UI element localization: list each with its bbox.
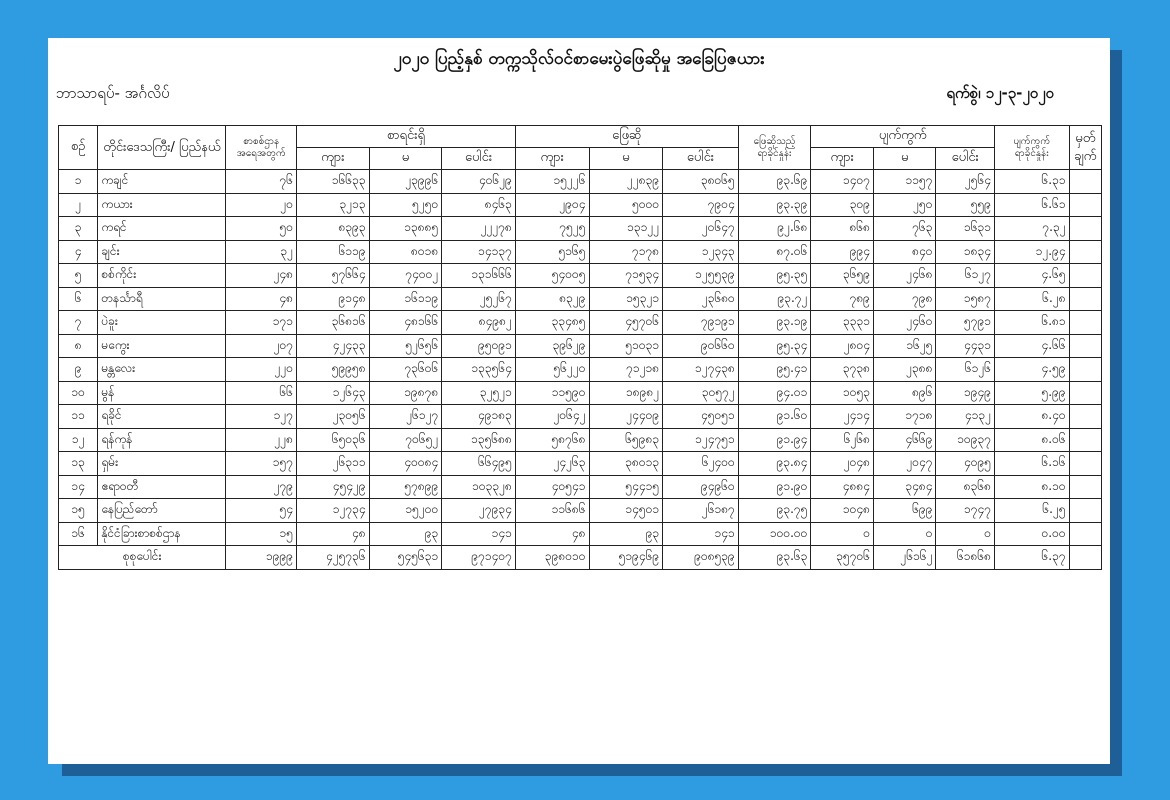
total-cell: ၅၁၉၄၆၉ [589, 546, 663, 570]
table-cell: ၂၄၆၀ [873, 311, 936, 335]
table-cell: ၄၀၉၅ [936, 452, 995, 476]
table-cell: ၅၀ [226, 217, 297, 241]
region-name: တနင်္သာရီ [98, 287, 226, 311]
table-cell: ၁၃၃၅၆၄ [442, 358, 516, 382]
table-cell [1069, 217, 1101, 241]
table-cell [1069, 193, 1101, 217]
table-cell [1069, 287, 1101, 311]
table-cell: ၅၀၀၀ [589, 193, 663, 217]
table-cell: ၂၄၈ [226, 264, 297, 288]
table-cell: ၂၆၁၂၇ [369, 405, 442, 429]
table-cell [1069, 240, 1101, 264]
date-label: ရက်စွဲ၊ ၁၂-၃-၂၀၂၀ [946, 84, 1054, 102]
table-cell: ၃၃၄၈၅ [515, 311, 589, 335]
table-cell: ၄၁၃၂ [936, 405, 995, 429]
table-cell: ၂၉၀၄ [515, 193, 589, 217]
row-number: ၆ [59, 287, 98, 311]
total-row [59, 546, 1102, 570]
table-cell: ၈.၀၆ [995, 428, 1070, 452]
table-row [59, 499, 1102, 523]
table-cell: ၇၉၁၉၁ [663, 311, 739, 335]
table-cell: ၆.၃၁ [995, 170, 1070, 194]
header-registered: စာရင်းရှိ [297, 126, 516, 148]
table-cell: ၈၃၉၃ [297, 217, 370, 241]
table-cell: ၉၃.၆၉ [738, 170, 811, 194]
table-row [59, 287, 1102, 311]
table-cell: ၄၂၄၃၃ [297, 334, 370, 358]
table-cell: ၁၇၁၈ [873, 405, 936, 429]
row-number: ၁၀ [59, 381, 98, 405]
table-cell: ၉၀၆၆၀ [663, 334, 739, 358]
subject-label: ဘာသာရပ်- အင်္ဂလိပ် [56, 84, 170, 102]
table-cell: ၃၈၀၁၃ [589, 452, 663, 476]
table-cell: ၇၉၈ [873, 287, 936, 311]
header-absent-male: ကျား [811, 148, 874, 170]
header-registered-female: မ [369, 148, 442, 170]
header-absent-female: မ [873, 148, 936, 170]
table-cell: ၅၄၄၁၅ [589, 475, 663, 499]
table-cell: ၉၄၉၆၀ [663, 475, 739, 499]
table-cell: ၂၄၂၆၃ [515, 452, 589, 476]
table-cell: ၁၀၄၈ [811, 499, 874, 523]
table-cell [1069, 334, 1101, 358]
table-cell: ၂၀၆၄၂ [515, 405, 589, 429]
table-row [59, 522, 1102, 546]
table-row [59, 170, 1102, 194]
table-cell: ၉၃.၈၄ [738, 452, 811, 476]
header-centers: စာစစ်ဌာန အရေအတွက် [226, 126, 297, 170]
table-row [59, 217, 1102, 241]
table-cell: ၁၇၁ [226, 311, 297, 335]
total-cell: ၆.၃၇ [995, 546, 1070, 570]
table-cell: ၉၂.၆၈ [738, 217, 811, 241]
table-cell: ၃၄၈၄ [873, 475, 936, 499]
row-number: ၁၁ [59, 405, 98, 429]
table-cell: ၆.၂၈ [995, 287, 1070, 311]
table-cell: ၃၂၁၃ [297, 193, 370, 217]
row-number: ၃ [59, 217, 98, 241]
table-cell: ၆၅၀၃၆ [297, 428, 370, 452]
table-cell: ၅၅၉ [936, 193, 995, 217]
table-cell: ၀ [936, 522, 995, 546]
table-cell [1069, 475, 1101, 499]
region-name: မကွေး [98, 334, 226, 358]
table-row [59, 381, 1102, 405]
total-cell: ၃၉၈၀၁၀ [515, 546, 589, 570]
header-remark: မှတ် ချက် [1069, 126, 1101, 170]
table-cell: ၁၇၄၇ [936, 499, 995, 523]
table-cell: ၅၂၅၀ [369, 193, 442, 217]
table-cell: ၆၁၁၉ [297, 240, 370, 264]
table-cell: ၄၈၁၆၆ [369, 311, 442, 335]
table-cell: ၁၉၈၇၈ [369, 381, 442, 405]
table-cell: ၉၅.၄၁ [738, 358, 811, 382]
table-cell: ၁၁၅၉၀ [515, 381, 589, 405]
table-cell: ၈.၁၀ [995, 475, 1070, 499]
table-cell: ၇၅၂၅ [515, 217, 589, 241]
table-cell [1069, 405, 1101, 429]
table-cell: ၁၂၄၇၅၁ [663, 428, 739, 452]
table-cell: ၅၆၂၂၀ [515, 358, 589, 382]
row-number: ၁၆ [59, 522, 98, 546]
table-cell: ၁၅၃၂၁ [589, 287, 663, 311]
header-absent-total: ပေါင်း [936, 148, 995, 170]
table-cell: ၈၇.၀၆ [738, 240, 811, 264]
table-cell: ၇၁၇၈ [589, 240, 663, 264]
table-cell: ၉၁၄၈ [297, 287, 370, 311]
table-cell: ၈၄၉၈၂ [442, 311, 516, 335]
table-cell: ၉၅.၃၄ [738, 334, 811, 358]
total-cell: ၄၂၅၇၃၆ [297, 546, 370, 570]
table-cell: ၅၇၈၉၉ [369, 475, 442, 499]
table-cell: ၁၆၃၁ [936, 217, 995, 241]
region-name: ဧရာဝတီ [98, 475, 226, 499]
table-cell: ၁၄၁ [442, 522, 516, 546]
table-cell: ၁၁၆၈၆ [515, 499, 589, 523]
table-cell: ၈၃၆၈ [936, 475, 995, 499]
table-cell: ၄၀၅၄၁ [515, 475, 589, 499]
region-name: မွန် [98, 381, 226, 405]
table-cell [1069, 452, 1101, 476]
table-cell: ၂၇၉ [226, 475, 297, 499]
table-cell: ၇၄၀၀၂ [369, 264, 442, 288]
region-name: ကချင် [98, 170, 226, 194]
table-row [59, 311, 1102, 335]
table-cell: ၂၂၈၃၉ [589, 170, 663, 194]
table-cell: ၉၃.၃၉ [738, 193, 811, 217]
table-cell: ၁၂.၉၄ [995, 240, 1070, 264]
table-cell: ၄၅၇၀၆ [589, 311, 663, 335]
table-cell: ၅၈၇၆၈ [515, 428, 589, 452]
table-cell: ၅၄၀၀၅ [515, 264, 589, 288]
table-cell: ၁၀၅၃ [811, 381, 874, 405]
table-cell: ၂၃၆၈၀ [663, 287, 739, 311]
row-number: ၁ [59, 170, 98, 194]
table-cell: ၅၇၉၁ [936, 311, 995, 335]
table-cell: ၁၆၆၃၃ [297, 170, 370, 194]
total-cell: ၅၄၅၆၃၁ [369, 546, 442, 570]
row-number: ၇ [59, 311, 98, 335]
table-cell: ၉၉၄ [811, 240, 874, 264]
table-cell: ၆.၁၆ [995, 452, 1070, 476]
table-cell: ၄.၅၉ [995, 358, 1070, 382]
total-cell: ၂၆၁၆၂ [873, 546, 936, 570]
table-cell: ၄၆၆၉ [873, 428, 936, 452]
total-cell: ၉၀၈၅၃၉ [663, 546, 739, 570]
table-cell: ၄၀၆၂၉ [442, 170, 516, 194]
table-row [59, 193, 1102, 217]
table-row [59, 358, 1102, 382]
row-number: ၁၄ [59, 475, 98, 499]
table-cell: ၂၄၆၈ [873, 264, 936, 288]
table-cell: ၂၀၄၈ [811, 452, 874, 476]
table-cell: ၈.၄၀ [995, 405, 1070, 429]
total-cell: ၁၉၉၉ [226, 546, 297, 570]
table-cell: ၇၃၆၀၆ [369, 358, 442, 382]
table-cell [1069, 311, 1101, 335]
region-name: ရန်ကုန် [98, 428, 226, 452]
table-cell: ၂၀၇ [226, 334, 297, 358]
row-number: ၉ [59, 358, 98, 382]
total-cell: ၉၇၁၄၀၇ [442, 546, 516, 570]
table-cell: ၄၀၀၈၄ [369, 452, 442, 476]
table-cell: ၁၅ [226, 522, 297, 546]
region-name: ကရင် [98, 217, 226, 241]
table-cell: ၁၃၁၂၂ [589, 217, 663, 241]
table-cell: ၁၃၅၆၈၈ [442, 428, 516, 452]
total-cell: ၃၅၇၀၆ [811, 546, 874, 570]
table-cell: ၀ [811, 522, 874, 546]
total-remark [1069, 546, 1101, 570]
table-cell: ၆.၈၁ [995, 311, 1070, 335]
table-cell: ၈၄၆၃ [442, 193, 516, 217]
table-cell: ၉၃ [589, 522, 663, 546]
header-absent-percent: ပျက်ကွက် ရာခိုင်နှုန်း [995, 126, 1070, 170]
table-cell [1069, 522, 1101, 546]
table-cell: ၂၃၀၅၆ [297, 405, 370, 429]
table-cell: ၄၄၃၁ [936, 334, 995, 358]
table-cell: ၁၅၈၇ [936, 287, 995, 311]
header-absent: ပျက်ကွက် [811, 126, 995, 148]
header-sat: ဖြေဆို [515, 126, 738, 148]
row-number: ၂ [59, 193, 98, 217]
table-cell: ၄၉၁၈၃ [442, 405, 516, 429]
table-cell: ၁၅၂၂၆ [515, 170, 589, 194]
table-cell: ၆.၆၁ [995, 193, 1070, 217]
table-cell: ၄၈ [226, 287, 297, 311]
document-page [48, 38, 1110, 764]
region-name: ပဲခူး [98, 311, 226, 335]
table-row [59, 264, 1102, 288]
table-cell: ၄.၆၆ [995, 334, 1070, 358]
table-cell: ၈၃၂၉ [515, 287, 589, 311]
table-cell: ၃၆၈၁၆ [297, 311, 370, 335]
table-cell: ၄၅၄၂၉ [297, 475, 370, 499]
table-cell: ၅၁၀၃၁ [589, 334, 663, 358]
row-number: ၁၂ [59, 428, 98, 452]
table-cell: ၅၇၆၆၄ [297, 264, 370, 288]
table-cell: ၁၂၃၄၃ [663, 240, 739, 264]
table-cell: ၃၉၆၂၉ [515, 334, 589, 358]
table-cell: ၄၈ [297, 522, 370, 546]
table-cell: ၁၅၇ [226, 452, 297, 476]
table-cell: ၁၂၇၃၄ [297, 499, 370, 523]
table-cell: ၃၀၉ [811, 193, 874, 217]
table-cell: ၇၁၅၃၄ [589, 264, 663, 288]
table-cell: ၃၂၅၂၁ [442, 381, 516, 405]
table-row [59, 334, 1102, 358]
region-name: စစ်ကိုင်း [98, 264, 226, 288]
table-cell: ၁၂၇ [226, 405, 297, 429]
table-cell: ၉၃.၇၂ [738, 287, 811, 311]
table-cell: ၁၄၁ [663, 522, 739, 546]
table-cell: ၃၂ [226, 240, 297, 264]
header-region: တိုင်းဒေသကြီး/ ပြည်နယ် [98, 126, 226, 170]
table-cell: ၁၈၃၄ [936, 240, 995, 264]
table-cell: ၅၉၉၅၈ [297, 358, 370, 382]
table-cell: ၄၅၀၅၁ [663, 405, 739, 429]
row-number: ၈ [59, 334, 98, 358]
table-cell: ၁၉၄၉ [936, 381, 995, 405]
table-cell: ၂၆၁၈၇ [663, 499, 739, 523]
table-cell: ၉၁.၆၀ [738, 405, 811, 429]
table-cell [1069, 428, 1101, 452]
total-label: စုစုပေါင်း [59, 546, 226, 570]
table-cell: ၂၅၆၄ [936, 170, 995, 194]
table-cell: ၇၉၀၄ [663, 193, 739, 217]
table-cell: ၁၂၅၅၃၉ [663, 264, 739, 288]
table-cell: ၁၆၂၅ [873, 334, 936, 358]
table-cell: ၈၀၁၈ [369, 240, 442, 264]
table-cell: ၅၂၆၅၆ [369, 334, 442, 358]
table-cell: ၆၂၄၀၀ [663, 452, 739, 476]
row-number: ၁၃ [59, 452, 98, 476]
table-cell: ၃၀၅၇၂ [663, 381, 739, 405]
table-cell: ၁၂၆၄၃ [297, 381, 370, 405]
table-row [59, 240, 1102, 264]
row-number: ၅ [59, 264, 98, 288]
header-sat-total: ပေါင်း [663, 148, 739, 170]
exam-statistics-table [58, 125, 1102, 570]
region-name: ရခိုင် [98, 405, 226, 429]
table-cell: ၁၃၁၆၆၆ [442, 264, 516, 288]
table-cell: ၆၆၄၉၅ [442, 452, 516, 476]
table-cell: ၁၄၁၃၇ [442, 240, 516, 264]
document-title: ၂၀၂၀ ပြည့်နှစ် တက္ကသိုလ်ဝင်စာမေးပွဲဖြေဆိုမှု အခြေပြဇယား [393, 49, 765, 69]
region-name: နေပြည်တော် [98, 499, 226, 523]
header-sat-male: ကျား [515, 148, 589, 170]
table-cell: ၀.၀၀ [995, 522, 1070, 546]
table-cell: ၁၀၀.၀၀ [738, 522, 811, 546]
table-row [59, 405, 1102, 429]
header-sat-percent: ဖြေဆိုသည့် ရာခိုင်နှုန်း [738, 126, 811, 170]
table-cell: ၂၂၈ [226, 428, 297, 452]
table-cell: ၁၄၅၀၁ [589, 499, 663, 523]
table-cell: ၇၆၃ [873, 217, 936, 241]
table-cell: ၁၅၂၀၀ [369, 499, 442, 523]
table-cell: ၀ [873, 522, 936, 546]
region-name: ချင်း [98, 240, 226, 264]
table-cell: ၆၁၂၇ [936, 264, 995, 288]
table-cell: ၈၆၈ [811, 217, 874, 241]
table-row [59, 428, 1102, 452]
table-cell [1069, 170, 1101, 194]
table-cell: ၁၂၇၄၃၈ [663, 358, 739, 382]
table-cell: ၂၃၈၈ [873, 358, 936, 382]
table-cell: ၅၄ [226, 499, 297, 523]
table-row [59, 475, 1102, 499]
table-cell [1069, 264, 1101, 288]
table-cell: ၆၉၉ [873, 499, 936, 523]
table-cell: ၉၃.၁၉ [738, 311, 811, 335]
table-cell: ၉၄.၀၁ [738, 381, 811, 405]
table-cell: ၉၃ [369, 522, 442, 546]
table-cell: ၁၃၈၈၅ [369, 217, 442, 241]
table-cell: ၁၀၃၃၂၈ [442, 475, 516, 499]
table-cell: ၁၈၉၈၂ [589, 381, 663, 405]
table-cell: ၂၄၄၀၉ [589, 405, 663, 429]
header-no: စဉ် [59, 126, 98, 170]
table-cell: ၆၅၉၈၃ [589, 428, 663, 452]
header-sat-female: မ [589, 148, 663, 170]
table-cell: ၇၆ [226, 170, 297, 194]
table-cell: ၉၁.၉၀ [738, 475, 811, 499]
table-cell: ၉၁.၉၄ [738, 428, 811, 452]
table-cell: ၁၀၉၃၇ [936, 428, 995, 452]
table-cell: ၂၇၉၃၄ [442, 499, 516, 523]
table-cell: ၇၁၂၁၈ [589, 358, 663, 382]
region-name: ရှမ်း [98, 452, 226, 476]
table-cell: ၅၁၆၅ [515, 240, 589, 264]
table-cell: ၂၆၃၁၁ [297, 452, 370, 476]
table-cell: ၃၈၀၆၅ [663, 170, 739, 194]
table-cell [1069, 381, 1101, 405]
table-cell: ၇၈၉ [811, 287, 874, 311]
table-cell: ၁၄၀၇ [811, 170, 874, 194]
table-cell: ၉၅၀၉၁ [442, 334, 516, 358]
table-cell: ၂၀၆၄၇ [663, 217, 739, 241]
table-row [59, 452, 1102, 476]
table-cell [1069, 499, 1101, 523]
table-cell: ၄၈၈၄ [811, 475, 874, 499]
table-cell: ၂၂၀ [226, 358, 297, 382]
table-cell: ၂၂၂၇၈ [442, 217, 516, 241]
region-name: နိုင်ငံခြားစာစစ်ဌာန [98, 522, 226, 546]
table-cell: ၉၃.၇၅ [738, 499, 811, 523]
table-cell [1069, 358, 1101, 382]
table-cell: ၂၀ [226, 193, 297, 217]
table-cell: ၄၈ [515, 522, 589, 546]
total-cell: ၆၁၈၆၈ [936, 546, 995, 570]
table-cell: ၂၅၀ [873, 193, 936, 217]
table-cell: ၆၆ [226, 381, 297, 405]
table-cell: ၃၃၃၁ [811, 311, 874, 335]
region-name: ကယား [98, 193, 226, 217]
table-cell: ၆၁၂၆ [936, 358, 995, 382]
total-cell: ၉၃.၆၃ [738, 546, 811, 570]
table-cell: ၂၅၂၆၇ [442, 287, 516, 311]
row-number: ၁၅ [59, 499, 98, 523]
header-registered-total: ပေါင်း [442, 148, 516, 170]
table-cell: ၈၉၆ [873, 381, 936, 405]
table-cell: ၁၁၅၇ [873, 170, 936, 194]
table-cell: ၂၄၁၄ [811, 405, 874, 429]
table-cell: ၆.၂၅ [995, 499, 1070, 523]
row-number: ၄ [59, 240, 98, 264]
table-cell: ၇.၃၂ [995, 217, 1070, 241]
table-cell: ၇၀၆၅၂ [369, 428, 442, 452]
table-cell: ၄.၆၅ [995, 264, 1070, 288]
table-cell: ၂၀၄၇ [873, 452, 936, 476]
table-cell: ၂၈၀၄ [811, 334, 874, 358]
region-name: မန္တလေး [98, 358, 226, 382]
table-cell: ၃၆၅၉ [811, 264, 874, 288]
table-cell: ၂၃၉၉၆ [369, 170, 442, 194]
table-cell: ၃၇၃၈ [811, 358, 874, 382]
table-cell: ၉၅.၃၅ [738, 264, 811, 288]
table-cell: ၅.၉၉ [995, 381, 1070, 405]
header-registered-male: ကျား [297, 148, 370, 170]
table-cell: ၁၆၁၁၉ [369, 287, 442, 311]
table-cell: ၈၄၀ [873, 240, 936, 264]
table-cell: ၆၂၆၈ [811, 428, 874, 452]
